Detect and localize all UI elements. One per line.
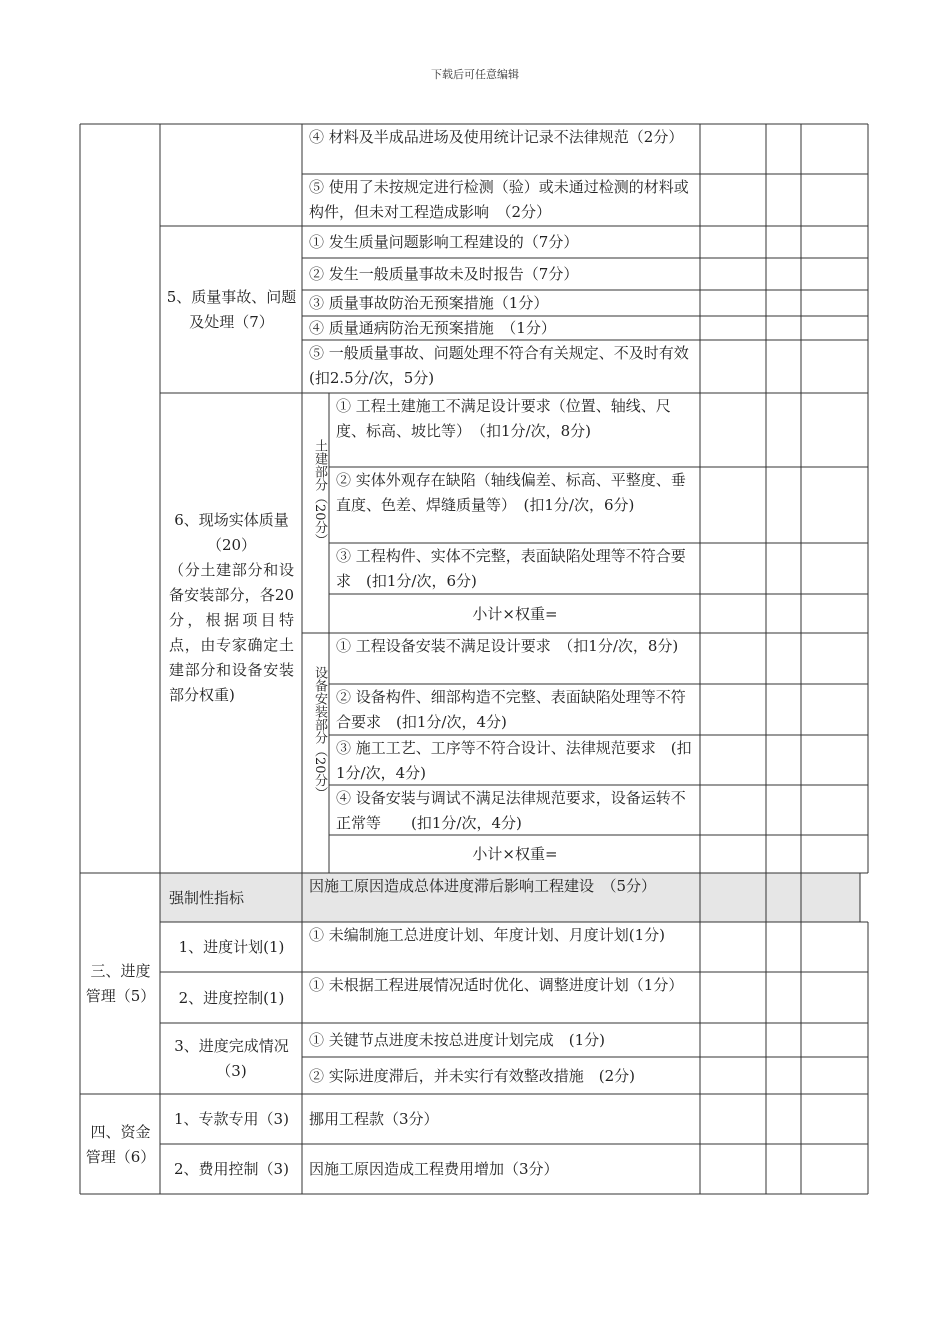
- mandatory-label: 强制性指标: [169, 888, 245, 907]
- complete-label: 3、进度完成情况（3): [174, 1037, 289, 1080]
- equip-part-label: 设备安装部分（20分）: [312, 666, 327, 800]
- criteria-item-4: ④ 材料及半成品进场及使用统计记录不法律规范（2分）: [309, 128, 684, 146]
- accident-item-3: ③ 质量事故防治无预案措施（1分）: [309, 294, 549, 312]
- plan-label: 1、进度计划(1): [178, 938, 285, 956]
- control-item: ① 未根据工程进展情况适时优化、调整进度计划（1分）: [309, 976, 684, 994]
- criteria-item-5: ⑤ 使用了未按规定进行检测（验）或未通过检测的材料或构件，但未对工程造成影响 （2分）: [309, 178, 689, 221]
- complete-item-1: ① 关键节点进度未按总进度计划完成 (1分): [309, 1031, 606, 1049]
- civil-item-1: ① 工程土建施工不满足设计要求（位置、轴线、尺度、标高、坡比等） （扣1分/次，8分): [336, 397, 671, 440]
- accident-item-2: ② 发生一般质量事故未及时报告（7分）: [309, 265, 579, 283]
- site-quality-label: [161, 508, 302, 768]
- plan-item: ① 未编制施工总进度计划、年度计划、月度计划(1分): [309, 926, 666, 944]
- site-quality-note: （分土建部分和设备安装部分，各20分，根据项目特点，由专家确定土建部分和设备安装部分权重): [169, 561, 294, 704]
- page-header: 下载后可任意编辑: [431, 68, 519, 81]
- special-fund-label: 1、专款专用（3): [174, 1110, 289, 1128]
- equip-subtotal: 小计×权重=: [472, 845, 558, 863]
- cost-control-label: 2、费用控制（3): [174, 1160, 289, 1178]
- equip-item-4: ④ 设备安装与调试不满足法律规范要求，设备运转不正常等 (扣1分/次，4分): [336, 789, 686, 832]
- mandatory-text: 因施工原因造成总体进度滞后影响工程建设 （5分）: [309, 877, 657, 895]
- accident-item-5: ⑤ 一般质量事故、问题处理不符合有关规定、不及时有效 (扣2.5分/次，5分): [309, 344, 704, 387]
- civil-item-3: ③ 工程构件、实体不完整，表面缺陷处理等不符合要求 (扣1分/次，6分): [336, 547, 686, 590]
- complete-item-2: ② 实际进度滞后，并未实行有效整改措施 (2分): [309, 1066, 636, 1085]
- cost-control-item: 因施工原因造成工程费用增加（3分）: [309, 1160, 559, 1178]
- civil-part-label: 土建部分（20分）: [312, 439, 327, 547]
- funds-section-label: 四、资金管理（6）: [85, 1122, 156, 1166]
- civil-subtotal: 小计×权重=: [472, 604, 558, 623]
- civil-item-2: ② 实体外观存在缺陷（轴线偏差、标高、平整度、垂直度、色差、焊缝质量等） (扣1分/次，6分): [336, 471, 686, 514]
- accident-item-4: ④ 质量通病防治无预案措施 （1分）: [309, 319, 556, 337]
- accident-item-1: ① 发生质量问题影响工程建设的（7分）: [309, 233, 579, 251]
- site-quality-title: 6、现场实体质量（20）: [174, 511, 289, 554]
- quality-accident-label: 5、质量事故、问题及处理（7）: [166, 288, 297, 331]
- equip-item-1: ① 工程设备安装不满足设计要求 （扣1分/次，8分): [336, 637, 679, 655]
- equip-item-2: ② 设备构件、细部构造不完整、表面缺陷处理等不符合要求 (扣1分/次，4分): [336, 688, 686, 731]
- special-fund-item: 挪用工程款（3分）: [309, 1110, 439, 1128]
- control-label: 2、进度控制(1): [178, 988, 285, 1007]
- equip-item-3: ③ 施工工艺、工序等不符合设计、法律规范要求 (扣1分/次，4分): [336, 739, 692, 782]
- schedule-section-label: 三、进度管理（5）: [85, 962, 156, 1005]
